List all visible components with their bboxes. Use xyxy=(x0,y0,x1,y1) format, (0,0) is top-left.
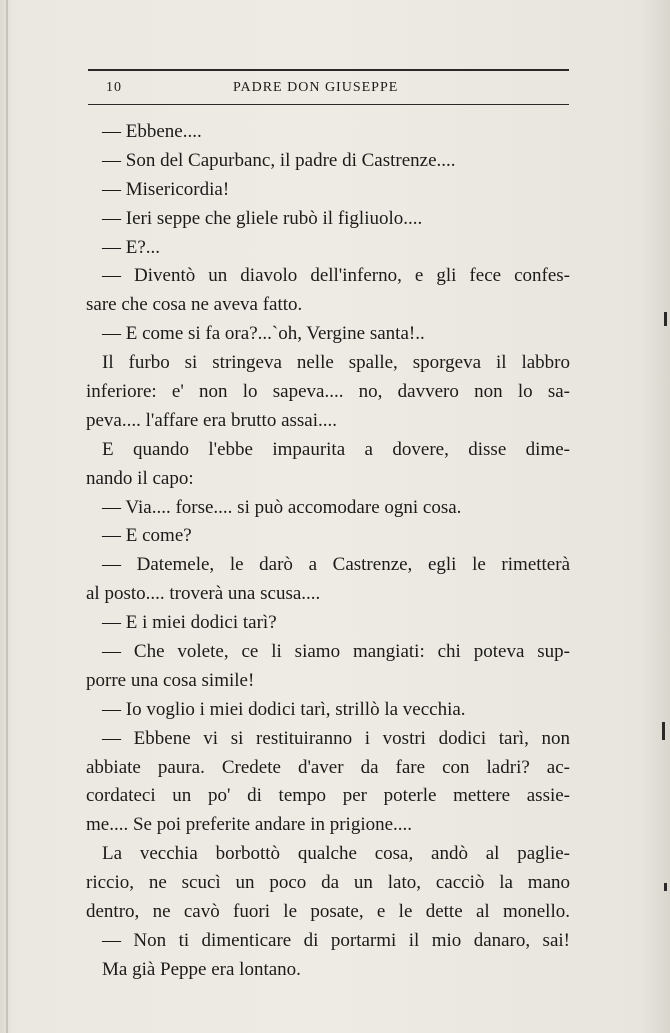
text-line: — E?... xyxy=(102,236,161,258)
text-line: La vecchia borbottò qualche cosa, andò al paglie- xyxy=(102,843,570,865)
text-line: — Ieri seppe che gliele rubò il figliuolo.... xyxy=(102,207,423,229)
text-line: — Io voglio i miei dodici tarì, strillò la vecchia. xyxy=(102,698,466,720)
page-edge xyxy=(6,0,8,1033)
text-line: dentro, ne cavò fuori le posate, e le dette al monello. xyxy=(86,901,570,923)
body-text xyxy=(86,118,570,985)
running-title: PADRE DON GIUSEPPE xyxy=(233,80,399,95)
margin-mark xyxy=(662,722,665,740)
text-line: E quando l'ebbe impaurita a dovere, disse dime- xyxy=(102,438,570,460)
text-line: abbiate paura. Credete d'aver da fare con ladri? ac- xyxy=(86,756,570,778)
text-line: — Non ti dimenticare di portarmi il mio danaro, sai! xyxy=(102,929,570,951)
text-line: — Ebbene vi si restituiranno i vostri dodici tarì, non xyxy=(102,727,570,749)
text-line: — Diventò un diavolo dell'inferno, e gli fece confes- xyxy=(102,265,570,287)
text-line: me.... Se poi preferite andare in prigione.... xyxy=(86,814,413,836)
running-header xyxy=(88,77,569,99)
text-line: nando il capo: xyxy=(86,467,194,489)
text-line: — Che volete, ce li siamo mangiati: chi poteva sup- xyxy=(102,641,570,663)
text-line: — Misericordia! xyxy=(102,178,230,200)
text-line: inferiore: e' non lo sapeva.... no, davvero non lo sa- xyxy=(86,381,570,403)
text-line: riccio, ne scucì un poco da un lato, cacciò la mano xyxy=(86,872,570,894)
header-rule-top xyxy=(88,69,569,71)
text-line: — Ebbene.... xyxy=(102,121,202,142)
text-line: porre una cosa simile! xyxy=(86,669,255,691)
text-line: — Datemele, le darò a Castrenze, egli le rimetterà xyxy=(102,554,570,576)
text-line: cordateci un po' di tempo per poterle mettere assie- xyxy=(86,785,570,807)
text-line: — Via.... forse.... si può accomodare ogni cosa. xyxy=(102,496,462,518)
text-line: — E come? xyxy=(102,525,192,547)
margin-mark xyxy=(664,883,667,891)
margin-mark xyxy=(664,312,667,326)
text-line: al posto.... troverà una scusa.... xyxy=(86,583,321,605)
text-line: sare che cosa ne aveva fatto. xyxy=(86,294,303,316)
text-line: — E come si fa ora?...`oh, Vergine santa!.. xyxy=(102,323,425,345)
page-number: 10 xyxy=(106,80,122,95)
text-line: Ma già Peppe era lontano. xyxy=(102,958,301,980)
text-line: — E i miei dodici tarì? xyxy=(102,612,277,634)
header-rule-bottom xyxy=(88,104,569,105)
text-line: — Son del Capurbanc, il padre di Castrenze.... xyxy=(102,149,456,171)
text-line: peva.... l'affare era brutto assai.... xyxy=(86,409,338,431)
text-line: Il furbo si stringeva nelle spalle, sporgeva il labbro xyxy=(102,352,570,374)
